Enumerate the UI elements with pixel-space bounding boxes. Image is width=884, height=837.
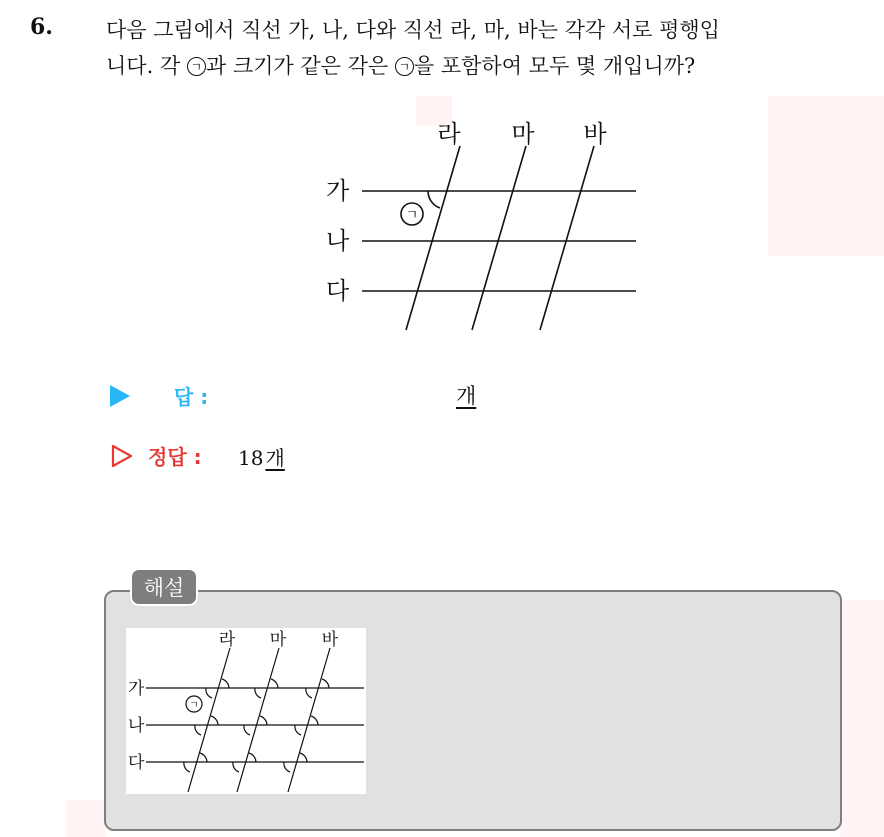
question-number: 6. — [30, 14, 53, 40]
background-tint — [66, 800, 106, 837]
angle-arc — [211, 716, 218, 725]
question-text-part: 을 포함하여 모두 몇 개입니까? — [413, 54, 696, 78]
sol-label-da: 다 — [128, 753, 145, 773]
question-text-line-2 — [106, 50, 695, 80]
outline-play-icon — [111, 445, 133, 467]
sol-line-ra — [188, 648, 230, 792]
angle-arc — [244, 725, 250, 735]
angle-arc — [255, 688, 261, 698]
label-ra: 라 — [437, 120, 461, 148]
answer-row — [110, 380, 510, 412]
sol-angle-mark-label: ㄱ — [189, 700, 199, 711]
label-da: 다 — [326, 277, 350, 305]
angle-arc — [260, 716, 267, 725]
sol-label-ra: 라 — [218, 630, 236, 650]
label-ma: 마 — [511, 120, 535, 148]
solution-figure — [126, 628, 366, 794]
answer-unit: 개 — [456, 384, 477, 408]
correct-answer-row — [110, 440, 510, 472]
circled-mark-icon: ㄱ — [187, 57, 206, 76]
background-tint — [768, 96, 884, 256]
angle-arc — [322, 679, 329, 688]
angle-arc — [271, 679, 278, 688]
sol-label-ma: 마 — [269, 630, 287, 650]
sol-line-ba — [288, 648, 330, 792]
solution-tag: 해설 — [130, 568, 198, 606]
question-text-part: 과 크기가 같은 각은 — [205, 54, 395, 78]
correct-answer-number: 18 — [238, 446, 264, 470]
correct-answer-unit: 개 — [265, 446, 285, 470]
answer-label: 답 : — [174, 385, 209, 409]
solution-diagram — [126, 628, 366, 794]
sol-label-ga: 가 — [128, 679, 145, 699]
angle-arc — [233, 762, 239, 772]
angle-arc — [195, 725, 201, 735]
sol-line-ma — [237, 648, 279, 792]
play-icon — [110, 385, 130, 407]
angle-mark-label: ㄱ — [405, 208, 419, 223]
question-text-part: 니다. 각 — [106, 54, 187, 78]
angle-arc — [284, 762, 290, 772]
parallel-lines-figure — [310, 110, 650, 340]
label-ga: 가 — [326, 177, 350, 205]
angle-arc — [200, 753, 207, 762]
sol-label-na: 나 — [128, 716, 145, 736]
angle-arc — [300, 753, 307, 762]
background-tint — [840, 600, 884, 837]
circled-mark-icon: ㄱ — [395, 57, 414, 76]
label-na: 나 — [326, 227, 350, 255]
correct-answer-label: 정답 : — [148, 445, 202, 469]
correct-answer-value — [238, 442, 285, 471]
line-ra — [406, 146, 460, 330]
angle-arc — [249, 753, 256, 762]
angle-arc — [295, 725, 301, 735]
line-ba — [540, 146, 594, 330]
angle-arc — [428, 191, 440, 208]
angle-arc — [206, 688, 212, 698]
angle-arc — [184, 762, 190, 772]
label-ba: 바 — [583, 120, 607, 148]
angle-arc — [311, 716, 318, 725]
angle-arc — [306, 688, 312, 698]
question-text-line-1: 다음 그림에서 직선 가, 나, 다와 직선 라, 마, 바는 각각 서로 평행입 — [106, 18, 720, 42]
line-ma — [472, 146, 526, 330]
angle-arc — [222, 679, 229, 688]
sol-label-ba: 바 — [321, 630, 339, 650]
